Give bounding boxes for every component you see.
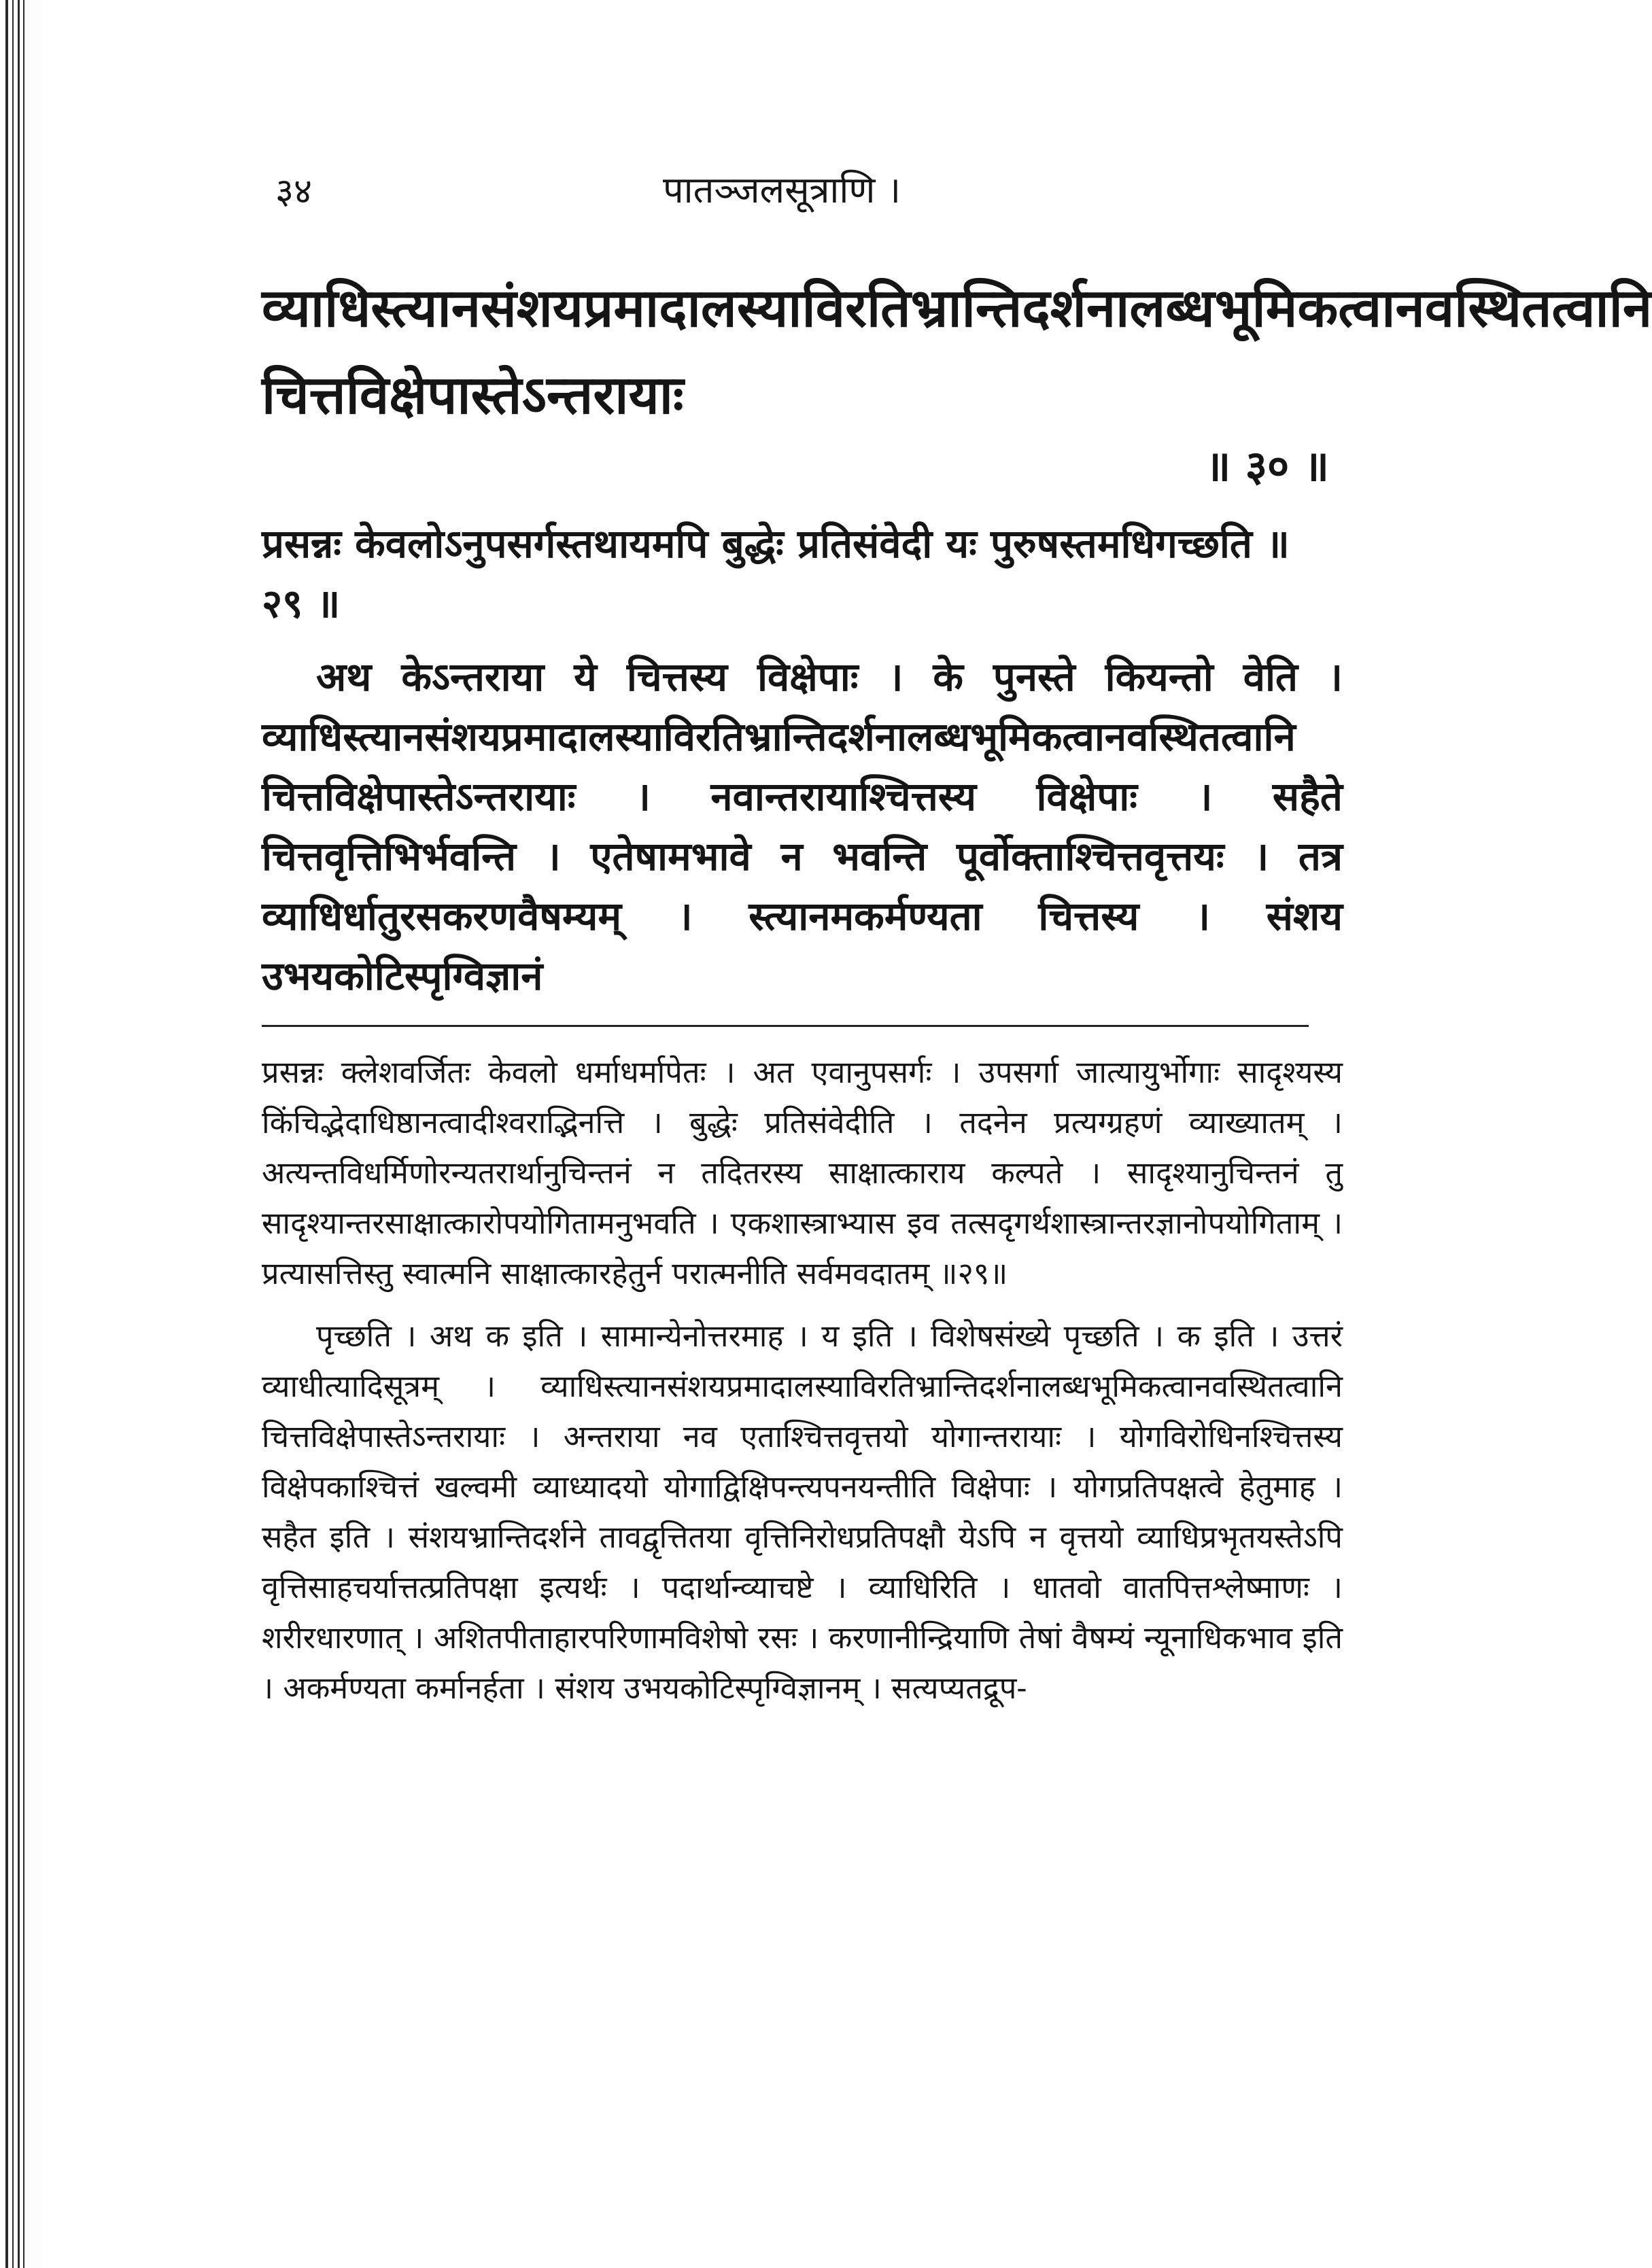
bhashya-paragraph: अथ केऽन्तराया ये चित्तस्य विक्षेपाः । के पुनस्ते कियन्तो वेति । व्याधिस्त्यानसंशयप्रमादालस्याविरतिभ्रान्तिदर्शनालब्धभूमिकत्वानवस्थितत्वानि चित्तविक्षेपास्तेऽन्तरायाः । नवान्तरायाश्चित्तस्य विक्षेपाः । सहैते चित्तवृत्तिभिर्भवन्ति । एतेषामभावे न भवन्ति पूर्वोक्ताश्चित्तवृत्तयः । तत्र व्याधिर्धातुरसकरणवैषम्यम् । स्त्यानमकर्मण्यता चित्तस्य । संशय उभयकोटिस्पृग्विज्ञानं — [262, 654, 1343, 999]
running-title: पातञ्जलसूत्राणि । — [663, 169, 901, 211]
page-content — [262, 163, 1652, 1713]
sutra-text: व्याधिस्त्यानसंशयप्रमादालस्याविरतिभ्रान्तिदर्शनालब्धभूमिकत्वानवस्थितत्वानि चित्तविक्षेपास्तेऽन्तरायाः — [262, 277, 1652, 426]
page-header — [262, 163, 1343, 217]
commentary-paragraph-2: पृच्छति । अथ क इति । सामान्येनोत्तरमाह । य इति । विशेषसंख्ये पृच्छति । क इति । उत्तरं व्याधीत्यादिसूत्रम् । व्याधिस्त्यानसंशयप्रमादालस्याविरतिभ्रान्तिदर्शनालब्धभूमिकत्वानवस्थितत्वानि चित्तविक्षेपास्तेऽन्तरायाः । अन्तराया नव एताश्चित्तवृत्तयो योगान्तरायाः । योगविरोधिनश्चित्तस्य विक्षेपकाश्चित्तं खल्वमी व्याध्यादयो योगाद्विक्षिपन्त्यपनयन्तीति विक्षेपाः । योगप्रतिपक्षत्वे हेतुमाह । सहैत इति । संशयभ्रान्तिदर्शने तावद्वृत्तितया वृत्तिनिरोधप्रतिपक्षौ येऽपि न वृत्तयो व्याधिप्रभृतयस्तेऽपि वृत्तिसाहचर्यात्तत्प्रतिपक्षा इत्यर्थः । पदार्थान्व्याचष्टे । व्याधिरिति । धातवो वातपित्तश्लेष्माणः । शरीरधारणात् । अशितपीताहारपरिणामविशेषो रसः । करणानीन्द्रियाणि तेषां वैषम्यं न्यूनाधिकभाव इति । अकर्मण्यता कर्मानर्हता । संशय उभयकोटिस्पृग्विज्ञानम् । सत्यप्यतद्रूप- — [262, 1318, 1343, 1706]
sutra-number: ॥ ३० ॥ — [1205, 441, 1329, 491]
previous-footnote-tail: प्रसन्नः केवलोऽनुपसर्गस्तथायमपि बुद्धेः प्रतिसंवेदी यः पुरुषस्तमधिगच्छति ॥ २९ ॥ — [262, 521, 1290, 627]
page-number: ३४ — [275, 171, 313, 212]
footnote-divider — [262, 1025, 1309, 1027]
commentary-paragraph-1: प्रसन्नः क्लेशवर्जितः केवलो धर्माधर्मापेतः । अत एवानुपसर्गः । उपसर्गा जात्यायुर्भोगाः सादृश्यस्य किंचिद्भेदाधिष्ठानत्वादीश्वराद्भिनत्ति । बुद्धेः प्रतिसंवेदीति । तदनेन प्रत्यग्ग्रहणं व्याख्यातम् । अत्यन्तविधर्मिणोरन्यतरार्थानुचिन्तनं न तदितरस्य साक्षात्काराय कल्पते । सादृश्यानुचिन्तनं तु सादृश्यान्तरसाक्षात्कारोपयोगितामनुभवति । एकशास्त्राभ्यास इव तत्सदृगर्थशास्त्रान्तरज्ञानोपयोगिताम् । प्रत्यासत्तिस्तु स्वात्मनि साक्षात्कारहेतुर्न परात्मनीति सर्वमवदातम् ॥२९॥ — [262, 1054, 1343, 1291]
book-binding-edge — [0, 0, 48, 2268]
